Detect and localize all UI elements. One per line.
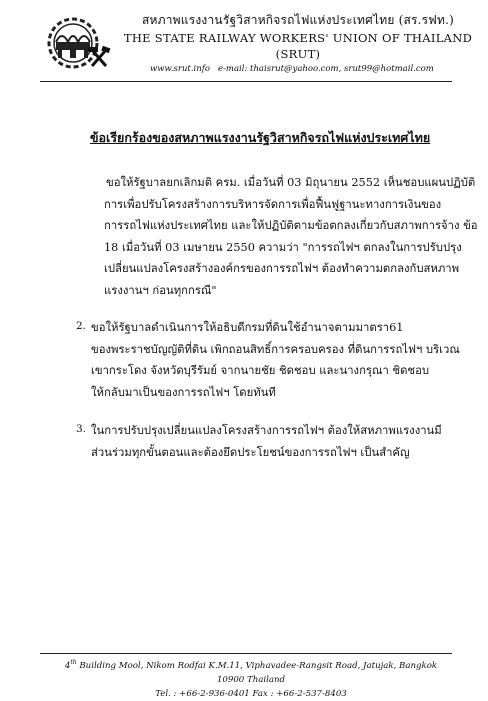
footer-address — [56, 656, 446, 687]
document-title: ข้อเรียกร้องของสหภาพแรงงานรัฐวิสาหกิจรถไฟแห่งประเทศไทย — [90, 130, 431, 145]
paragraph-line: ในการปรับปรุงเปลี่ยนแปลงโครงสร้างการรถไฟฯ ต้องให้สหภาพแรงงานมี — [91, 424, 442, 437]
paragraph-line: เปลี่ยนแปลงโครงสร้างองค์กรของการรถไฟฯ ต้องทำความตกลงกับสหภาพ — [104, 262, 460, 275]
footer-phone-fax: Tel. : +66-2-936-0401 Fax : +66-2-537-8403 — [155, 688, 347, 699]
email-link-2[interactable]: srut99@hotmail.com — [344, 64, 434, 74]
address-number: 4 — [64, 660, 71, 671]
paragraph-line: ขอให้รัฐบาลดำเนินการให้อธิบดีกรมที่ดินใช้อำนาจตามมาตรา61 — [91, 321, 404, 334]
email-label: e-mail: — [218, 64, 248, 74]
demand-item-2 — [91, 317, 460, 403]
header-divider — [40, 81, 452, 82]
paragraph-line: การเพื่อปรับโครงสร้างการบริหารจัดการเพื่อฟื้นฟูฐานะทางการเงินของ — [104, 197, 442, 211]
website-link[interactable]: www.srut.info — [150, 64, 210, 74]
address-ordinal: th — [70, 659, 77, 666]
demand-item-1 — [104, 172, 478, 301]
item-number: 2. — [76, 320, 87, 332]
paragraph-line: ขอให้รัฐบาลยกเลิกมติ ครม. เมื่อวันที่ 03 มิถุนายน 2552 เห็นชอบแผนปฏิบัติ — [106, 176, 476, 189]
demand-item-3 — [91, 420, 442, 463]
union-logo-icon — [40, 12, 114, 70]
email-link-1[interactable]: thaisrut@yahoo.com, — [250, 64, 342, 74]
footer-divider — [40, 653, 452, 654]
union-name-english: THE STATE RAILWAY WORKERS' UNION OF THAILAND (SRUT) — [123, 31, 473, 61]
paragraph-line: ให้กลับมาเป็นของการรถไฟฯ โดยทันที — [91, 385, 276, 399]
paragraph-line: ส่วนร่วมทุกขั้นตอนและต้องยึดประโยชน์ของการรถไฟฯ เป็นสำคัญ — [91, 445, 410, 459]
address-text: Building Mool, Nikom Rodfai K.M.11, Viphavadee-Rangsit Road, Jatujak, Bangkok 10900 Thailand — [76, 660, 438, 685]
paragraph-line: เขากระโดง จังหวัดบุรีรัมย์ จากนายชัย ชิดชอบ และนางกรุณา ชิดชอบ — [91, 364, 430, 377]
paragraph-line: ของพระราชบัญญัติที่ดิน เพิกถอนสิทธิ์การครอบครอง ที่ดินการรถไฟฯ บริเวณ — [91, 342, 460, 356]
paragraph-line: การรถไฟแห่งประเทศไทย และให้ปฏิบัติตามข้อตกลงเกี่ยวกับสภาพการจ้าง ข้อ — [104, 219, 478, 232]
union-name-thai: สหภาพแรงงานรัฐวิสาหกิจรถไฟแห่งประเทศไทย (สร.รฟท.) — [142, 13, 454, 27]
footer-address-block — [56, 656, 446, 701]
item-number: 3. — [76, 423, 87, 435]
paragraph-line: 18 เมื่อวันที่ 03 เมษายน 2550 ความว่า "การรถไฟฯ ตกลงในการปรับปรุง — [104, 240, 462, 254]
letterhead — [118, 12, 478, 62]
contact-line — [150, 64, 434, 74]
paragraph-line: แรงงานฯ ก่อนทุกกรณี" — [104, 283, 217, 297]
